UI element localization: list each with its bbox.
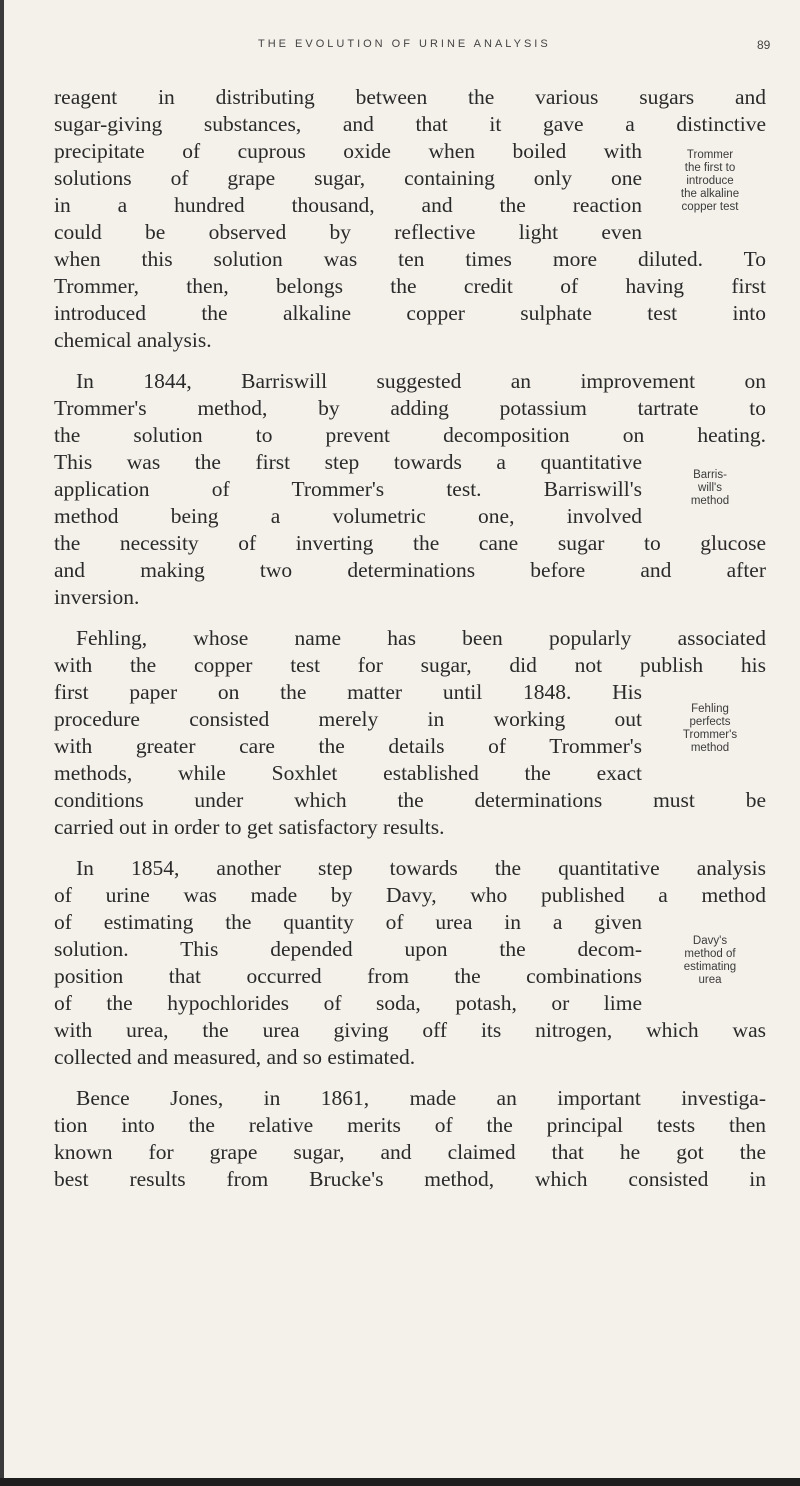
- text-line: collected and measured, and so estimated.: [54, 1045, 416, 1069]
- running-title: THE EVOLUTION OF URINE ANALYSIS: [258, 38, 551, 50]
- text-line: in a hundred thousand, and the reaction: [54, 193, 642, 217]
- text-line: Fehling, whose name has been popularly associated: [76, 626, 766, 650]
- sidenote-fehling: Fehling perfects Trommer's method: [682, 703, 738, 754]
- text-line: conditions under which the determinations must be: [54, 788, 766, 812]
- text-line: chemical analysis.: [54, 328, 212, 352]
- text-line: of the hypochlorides of soda, potash, or lime: [54, 991, 642, 1015]
- body-text: [54, 84, 766, 1207]
- text-line: known for grape sugar, and claimed that he got the: [54, 1140, 766, 1164]
- text-line: and making two determinations before and after: [54, 558, 766, 582]
- text-line: when this solution was ten times more diluted. To: [54, 247, 766, 271]
- text-line: with the copper test for sugar, did not publish his: [54, 653, 766, 677]
- text-line: of urine was made by Davy, who published a method: [54, 883, 766, 907]
- text-line: Trommer, then, belongs the credit of having first: [54, 274, 766, 298]
- text-line: methods, while Soxhlet established the exact: [54, 761, 642, 785]
- text-line: This was the first step towards a quantitative: [54, 450, 642, 474]
- text-line: could be observed by reflective light even: [54, 220, 642, 244]
- text-line: method being a volumetric one, involved: [54, 504, 642, 528]
- text-line: the solution to prevent decomposition on heating.: [54, 423, 766, 447]
- running-head: [0, 38, 800, 58]
- text-line: tion into the relative merits of the principal tests then: [54, 1113, 766, 1137]
- paragraph-barriswill: [54, 368, 766, 611]
- text-line: the necessity of inverting the cane sugar to glucose: [54, 531, 766, 555]
- text-line: with greater care the details of Trommer's: [54, 734, 642, 758]
- page-bottom-edge: [0, 1478, 800, 1486]
- paragraph-fehling: [54, 625, 766, 841]
- sidenote-barriswill: Barris- will's method: [690, 469, 730, 507]
- page-edge-shadow: [0, 0, 4, 1486]
- text-line: carried out in order to get satisfactory results.: [54, 815, 445, 839]
- paragraph-davy: [54, 855, 766, 1071]
- text-line: best results from Brucke's method, which consisted in: [54, 1167, 766, 1191]
- paragraph-trommer: [54, 84, 766, 354]
- text-line: Trommer's method, by adding potassium tartrate to: [54, 396, 766, 420]
- paragraph-bence-jones: [54, 1085, 766, 1193]
- text-line: Bence Jones, in 1861, made an important investiga-: [76, 1086, 766, 1110]
- text-line: application of Trommer's test. Barriswill's: [54, 477, 642, 501]
- page-number: 89: [757, 38, 771, 52]
- text-line: with urea, the urea giving off its nitrogen, which was: [54, 1018, 766, 1042]
- text-line: of estimating the quantity of urea in a given: [54, 910, 642, 934]
- text-line: solution. This depended upon the decom-: [54, 937, 642, 961]
- text-line: inversion.: [54, 585, 140, 609]
- text-line: position that occurred from the combinations: [54, 964, 642, 988]
- text-line: first paper on the matter until 1848. His: [54, 680, 642, 704]
- text-line: precipitate of cuprous oxide when boiled with: [54, 139, 642, 163]
- text-line: introduced the alkaline copper sulphate test into: [54, 301, 766, 325]
- sidenote-davy: Davy's method of estimating urea: [683, 935, 737, 986]
- text-line: reagent in distributing between the various sugars and: [54, 85, 766, 109]
- text-line: sugar-giving substances, and that it gave a distinctive: [54, 112, 766, 136]
- sidenote-trommer: Trommer the first to introduce the alkaline copper test: [680, 149, 740, 213]
- text-line: procedure consisted merely in working out: [54, 707, 642, 731]
- text-line: In 1854, another step towards the quantitative analysis: [76, 856, 766, 880]
- text-line: In 1844, Barriswill suggested an improvement on: [76, 369, 766, 393]
- text-line: solutions of grape sugar, containing only one: [54, 166, 642, 190]
